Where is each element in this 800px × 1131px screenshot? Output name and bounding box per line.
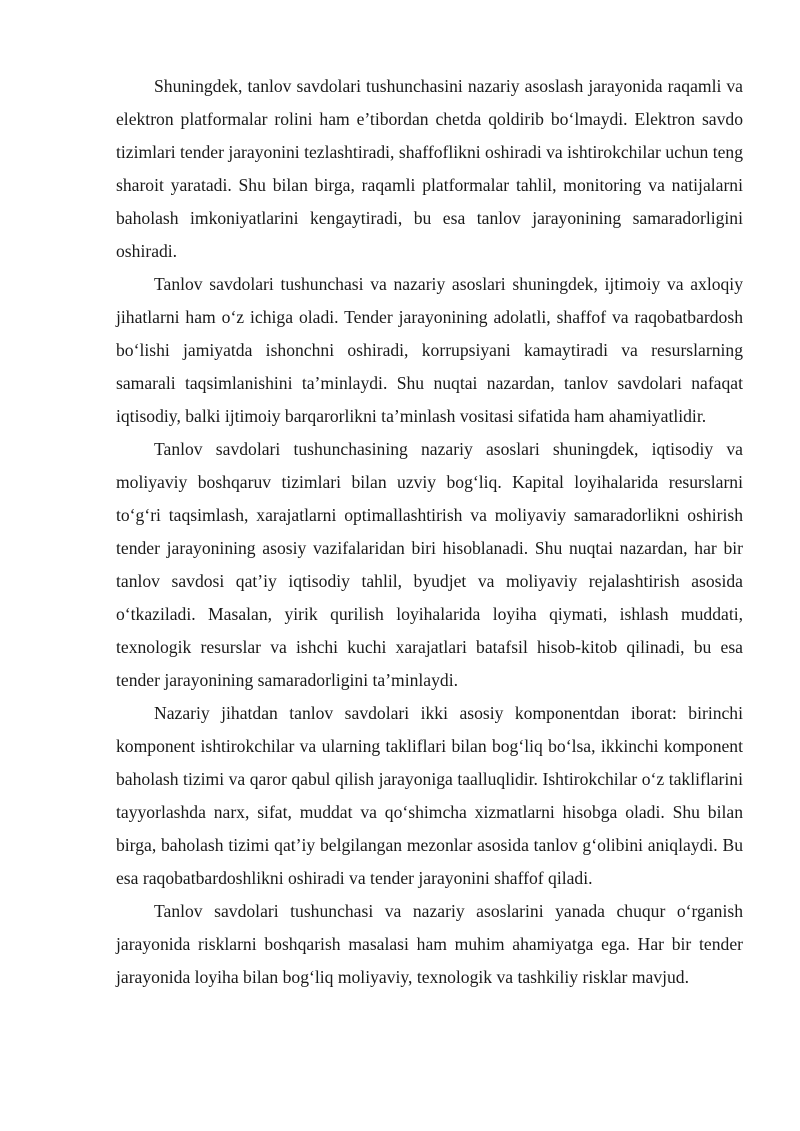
paragraph-4: Nazariy jihatdan tanlov savdolari ikki asosiy komponentdan iborat: birinchi komponent ishtirokchilar va ularning takliflari bilan bog‘liq bo‘lsa, ikkinchi komponent baholash tizimi va qaror qabul qilish jarayoniga taalluqlidir. Ishtirokchilar o‘z takliflarini tayyorlashda narx, sifat, muddat va qo‘shimcha xizmatlarni hisobga oladi. Shu bilan birga, baholash tizimi qat’iy belgilangan mezonlar asosida tanlov g‘olibini aniqlaydi. Bu esa raqobatbardoshlikni oshiradi va tender jarayonini shaffof qiladi. <box>116 703 743 888</box>
paragraph-3: Tanlov savdolari tushunchasining nazariy asoslari shuningdek, iqtisodiy va moliyaviy boshqaruv tizimlari bilan uzviy bog‘liq. Kapital loyihalarida resurslarni to‘g‘ri taqsimlash, xarajatlarni optimallashtirish va moliyaviy samaradorlikni oshirish tender jarayonining asosiy vazifalaridan biri hisoblanadi. Shu nuqtai nazardan, har bir tanlov savdosi qat’iy iqtisodiy tahlil, byudjet va moliyaviy rejalashtirish asosida o‘tkaziladi. Masalan, yirik qurilish loyihalarida loyiha qiymati, ishlash muddati, texnologik resurslar va ishchi kuchi xarajatlari batafsil hisob-kitob qilinadi, bu esa tender jarayonining samaradorligini ta’minlaydi. <box>116 439 743 690</box>
paragraph-1: Shuningdek, tanlov savdolari tushunchasini nazariy asoslash jarayonida raqamli va elektron platformalar rolini ham e’tibordan chetda qoldirib bo‘lmaydi. Elektron savdo tizimlari tender jarayonini tezlashtiradi, shaffoflikni oshiradi va ishtirokchilar uchun teng sharoit yaratadi. Shu bilan birga, raqamli platformalar tahlil, monitoring va natijalarni baholash imkoniyatlarini kengaytiradi, bu esa tanlov jarayonining samaradorligini oshiradi. <box>116 76 744 261</box>
document-page <box>116 70 743 994</box>
paragraph-5: Tanlov savdolari tushunchasi va nazariy asoslarini yanada chuqur o‘rganish jarayonida risklarni boshqarish masalasi ham muhim ahamiyatga ega. Har bir tender jarayonida loyiha bilan bog‘liq moliyaviy, texnologik va tashkiliy risklar mavjud. <box>116 901 743 987</box>
paragraph-2: Tanlov savdolari tushunchasi va nazariy asoslari shuningdek, ijtimoiy va axloqiy jihatlarni ham o‘z ichiga oladi. Tender jarayonining adolatli, shaffof va raqobatbardosh bo‘lishi jamiyatda ishonchni oshiradi, korrupsiyani kamaytiradi va resurslarning samarali taqsimlanishini ta’minlaydi. Shu nuqtai nazardan, tanlov savdolari nafaqat iqtisodiy, balki ijtimoiy barqarorlikni ta’minlash vositasi sifatida ham ahamiyatlidir. <box>116 274 743 426</box>
